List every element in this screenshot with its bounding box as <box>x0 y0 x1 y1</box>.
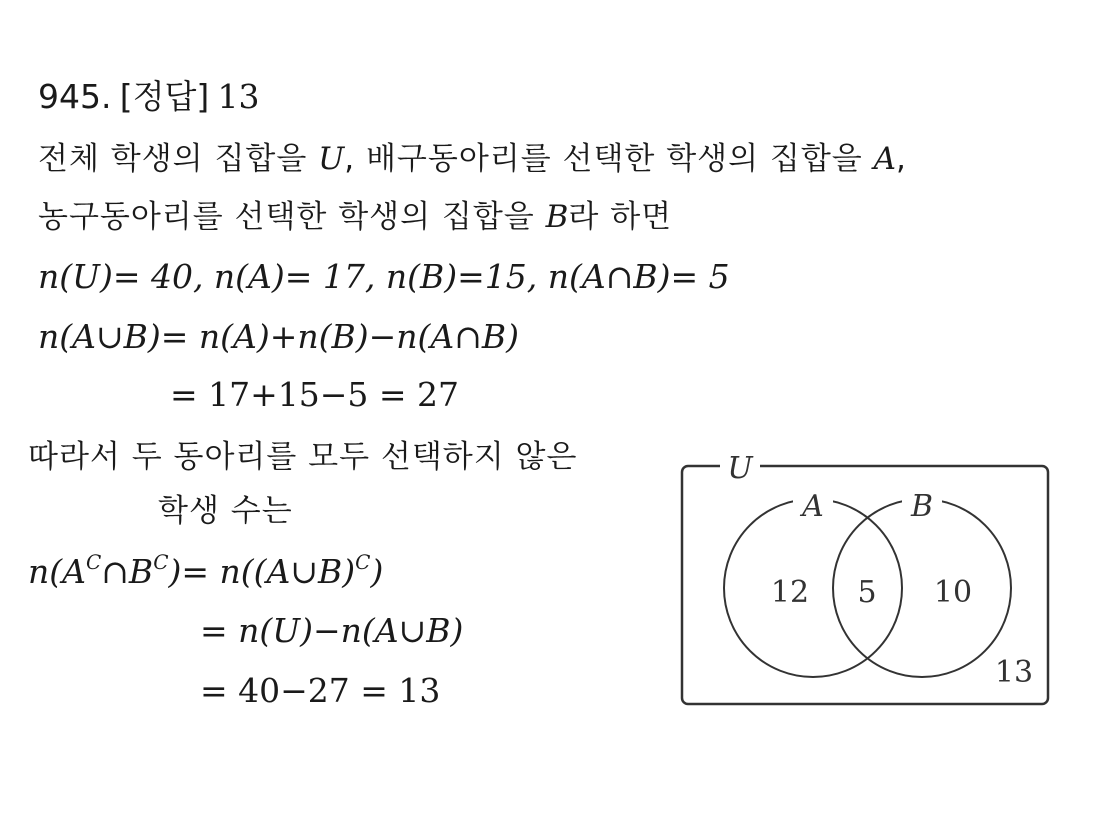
definition-text-1b: , 배구동아리를 선택한 학생의 집합을 <box>344 141 874 177</box>
conclusion-text: 따라서 두 동아리를 모두 선택하지 않은 <box>28 439 578 475</box>
answer-value: 13 <box>217 77 260 116</box>
only-b-count: 10 <box>933 575 973 610</box>
complement-sup-c-2: C <box>153 550 169 574</box>
complement-step-equation: = n(U)−n(A∪B) <box>200 611 464 650</box>
complement-value-equation: = 40−27 = 13 <box>200 671 441 710</box>
complement-sup-c-3: C <box>355 550 371 574</box>
complement-lhs-b: ∩B <box>101 552 154 591</box>
set-a-label: A <box>802 489 824 524</box>
complement-lhs-a: n(A <box>28 552 86 591</box>
problem-header <box>38 77 260 116</box>
complement-sup-c-1: C <box>85 550 102 574</box>
complement-rhs-b: ) <box>370 552 384 591</box>
union-formula-equation: n(A∪B)= n(A)+n(B)−n(A∩B) <box>38 317 519 356</box>
set-a-symbol: A <box>873 141 896 177</box>
definition-text-1a: 전체 학생의 집합을 <box>38 141 319 177</box>
problem-number: 945. <box>38 77 112 116</box>
set-b-symbol: B <box>545 199 569 235</box>
definition-line-1 <box>38 143 906 175</box>
definition-text-2a: 농구동아리를 선택한 학생의 집합을 <box>38 199 546 235</box>
only-a-count: 12 <box>770 575 810 610</box>
definition-text-2b: 라 하면 <box>568 199 673 235</box>
venn-diagram <box>676 448 1056 713</box>
union-value-equation: = 17+15−5 = 27 <box>170 375 460 414</box>
universal-set-label: U <box>727 451 753 486</box>
set-u-symbol: U <box>318 141 345 177</box>
set-b-label: B <box>910 489 934 524</box>
definition-comma: , <box>896 141 906 177</box>
complement-equation <box>28 550 384 591</box>
conclusion-text-2: 학생 수는 <box>158 493 293 529</box>
answer-label: [정답] <box>119 77 210 116</box>
neither-count: 13 <box>994 655 1034 690</box>
definition-line-2 <box>38 201 672 233</box>
given-values-equation: n(U)= 40, n(A)= 17, n(B)=15, n(A∩B)= 5 <box>38 257 730 296</box>
intersection-count: 5 <box>857 575 877 610</box>
complement-rhs-a: )= n((A∪B) <box>168 552 356 591</box>
